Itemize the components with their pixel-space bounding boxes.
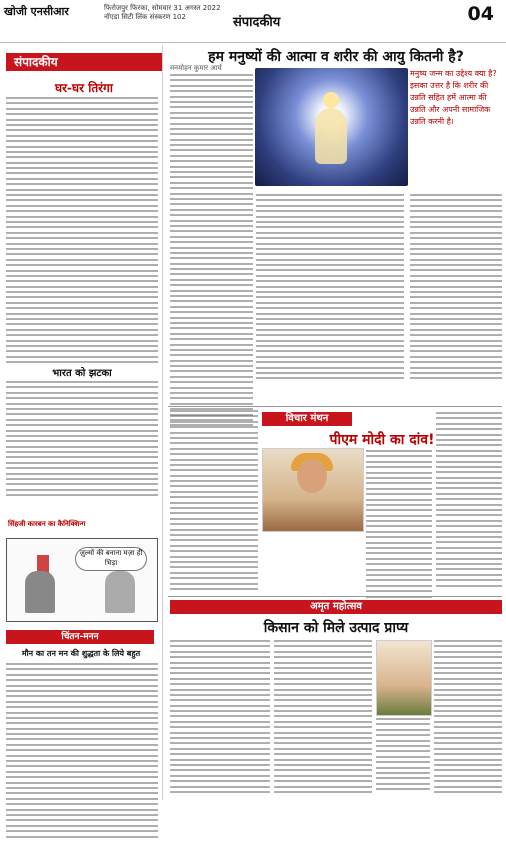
kisan-body-text-2 xyxy=(274,640,372,796)
kisan-body-text-4 xyxy=(434,640,502,796)
kisan-headline: किसान को मिले उत्पाद प्राप्य xyxy=(263,620,409,636)
highlight-box xyxy=(410,68,502,128)
meditating-figure xyxy=(315,108,347,164)
sidebar-column xyxy=(0,45,163,800)
page-header xyxy=(0,0,506,43)
issue-line: नॉएडा सिटी लिंक संस्करण 102 xyxy=(104,13,186,21)
sidebar-subheadline: भारत को झटका xyxy=(52,368,112,379)
meditating-figure-head xyxy=(323,92,339,108)
face xyxy=(297,459,327,493)
lead-body-text xyxy=(170,74,253,430)
sidebar-body-text xyxy=(6,97,158,367)
chintan-body-text xyxy=(6,663,158,841)
cartoon-caption: सिंहजी कारबन का कैनिक्शिन्ग xyxy=(8,520,86,528)
vichar-label: विचार मंथन xyxy=(262,412,352,426)
kisan-body-text-3 xyxy=(376,718,430,793)
lead-headline: हम मनुष्यों की आत्मा व शरीर की आयु कितनी है? xyxy=(208,49,464,65)
modi-body-text-3 xyxy=(436,412,502,590)
byline: मनमोहन कुमार आर्य xyxy=(170,64,222,72)
issue-line: फिरोजपुर फिरका, सोमवार 31 अगस्त 2022 xyxy=(104,4,221,12)
section-title: संपादकीय xyxy=(233,15,281,30)
modi-headline: पीएम मोदी का दांव! xyxy=(329,432,435,448)
kisan-body-text xyxy=(170,640,270,796)
editorial-label: संपादकीय xyxy=(6,53,162,71)
page-number: 04 xyxy=(467,3,494,25)
masthead: खोजी एनसीआर xyxy=(4,5,69,18)
cartoon-person xyxy=(25,571,55,613)
sidebar-body-text-2 xyxy=(6,381,158,500)
section-divider xyxy=(168,406,502,407)
highlight-text: मनुष्य जन्म का उद्देश्य क्या है? इसका उत्तर है कि शरीर की उन्नति सहित हमें आत्मा की उन्नति और अपनी सामाजिक उन्नति करनी है। xyxy=(410,69,497,126)
speech-bubble: ज़ुल्मों की बनाना मज़ा ही भिड़ा xyxy=(75,547,147,571)
spiritual-illustration xyxy=(255,68,408,186)
chintan-headline: मौन का तन मन की शुद्धता के लिये बहुत xyxy=(21,649,141,658)
issue-info xyxy=(104,4,221,22)
pm-photo xyxy=(262,448,364,532)
cartoon-person xyxy=(105,571,135,613)
chintan-label: चिंतन-मनन xyxy=(6,630,154,644)
section-divider xyxy=(168,596,502,597)
modi-body-text xyxy=(170,410,258,593)
lead-body-text-2 xyxy=(256,194,404,383)
amrit-label: अमृत महोत्सव xyxy=(170,600,502,614)
farmer-photo xyxy=(376,640,432,716)
lead-body-text-3 xyxy=(410,194,502,383)
cartoon xyxy=(6,538,158,622)
modi-body-text-2 xyxy=(366,450,432,601)
sidebar-headline: घर-घर तिरंगा xyxy=(55,81,113,95)
